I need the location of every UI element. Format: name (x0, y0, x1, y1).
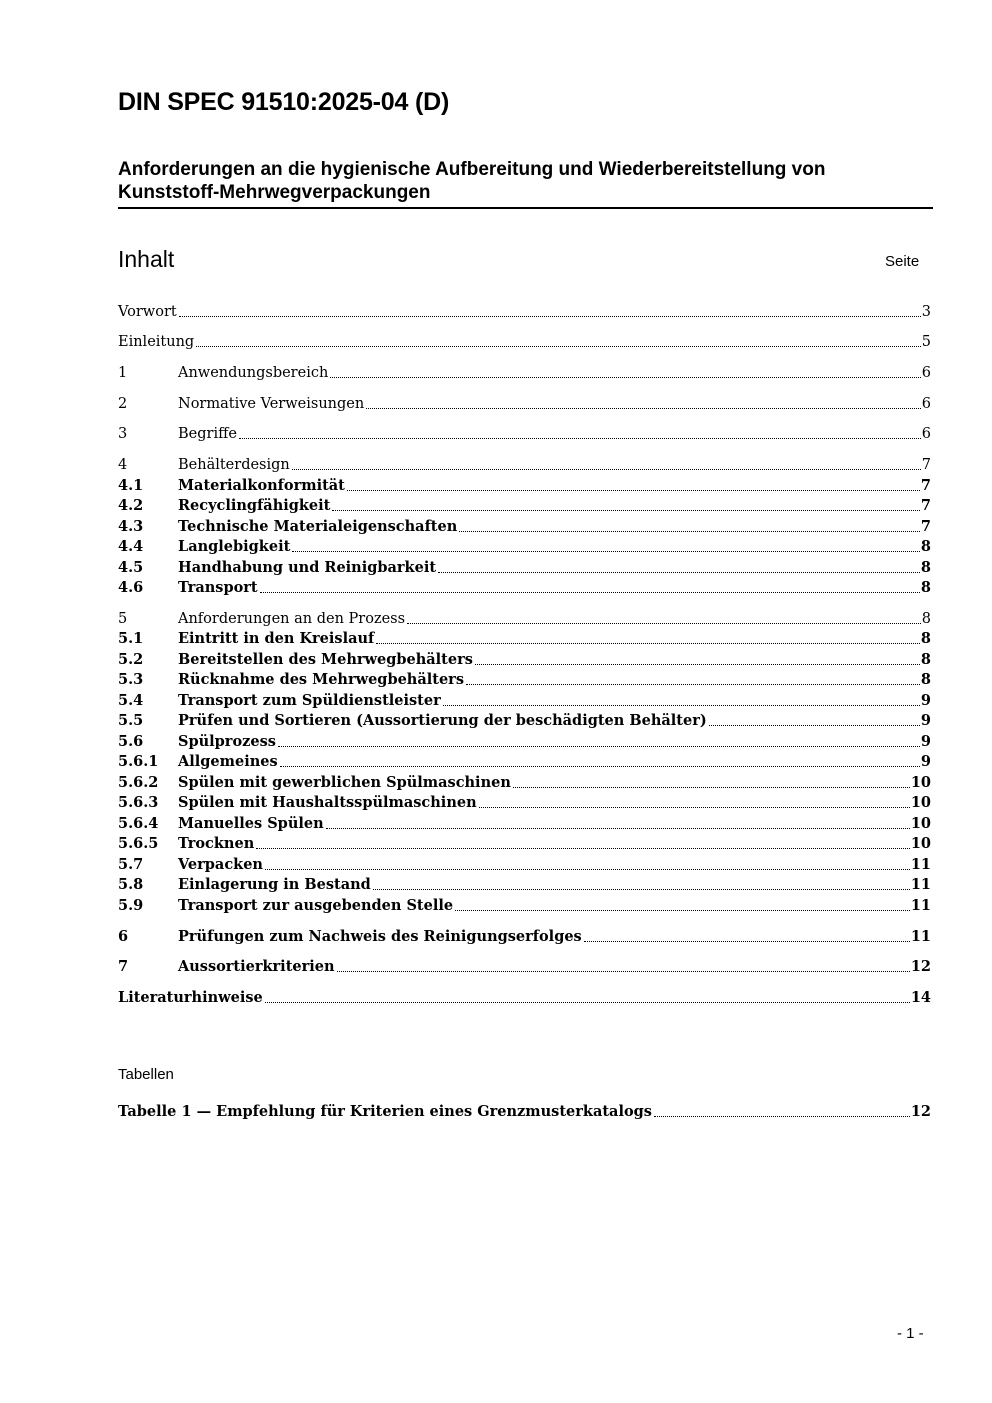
toc-entry-label: Einlagerung in Bestand (178, 876, 371, 893)
toc-entry-label: Behälterdesign (178, 457, 290, 473)
toc-entry-label: Vorwort (118, 304, 177, 320)
toc-entry-label: Allgemeines (178, 753, 278, 770)
table-entry-page: 12 (910, 1103, 931, 1120)
toc-entry-number: 5.8 (118, 876, 144, 893)
toc-leader-dots (347, 490, 920, 491)
toc-entry-2[interactable] (118, 394, 931, 414)
toc-entry-number: 3 (118, 426, 128, 442)
toc-leader-dots (292, 551, 920, 552)
toc-entry-page: 7 (920, 518, 931, 535)
toc-leader-dots (260, 592, 920, 593)
toc-entry-number: 7 (118, 958, 129, 975)
toc-entry-page: 10 (910, 835, 931, 852)
toc-leader-dots (239, 438, 921, 439)
toc-entry-page: 9 (920, 733, 931, 750)
toc-leader-dots (326, 828, 910, 829)
toc-entry-4-1[interactable] (118, 476, 931, 496)
toc-entry-label: Transport (178, 579, 258, 596)
toc-entry-number: 5.6.2 (118, 774, 159, 791)
toc-entry-number: 5.6.4 (118, 815, 159, 832)
toc-entry-5-6-1[interactable] (118, 752, 931, 772)
toc-leader-dots (475, 664, 920, 665)
toc-leader-dots (443, 705, 920, 706)
page-number: - 1 - (897, 1325, 924, 1342)
toc-leader-dots (373, 889, 910, 890)
toc-entry-4[interactable] (118, 455, 931, 475)
toc-leader-dots (179, 316, 921, 317)
toc-entry-3[interactable] (118, 424, 931, 444)
toc-leader-dots (366, 408, 921, 409)
toc-leader-dots (265, 1002, 910, 1003)
toc-entry-page: 8 (921, 611, 931, 627)
toc-entry-7[interactable] (118, 957, 931, 977)
toc-entry-einleitung[interactable] (118, 332, 931, 352)
table-list-entry[interactable] (118, 1102, 931, 1122)
toc-entry-5-6-2[interactable] (118, 773, 931, 793)
toc-entry-page: 3 (921, 304, 931, 320)
toc-entry-label: Anwendungsbereich (178, 365, 329, 381)
toc-entry-4-2[interactable] (118, 496, 931, 516)
toc-entry-5-4[interactable] (118, 691, 931, 711)
toc-leader-dots (330, 377, 920, 378)
document-subtitle (118, 158, 933, 209)
toc-entry-label: Transport zur ausgebenden Stelle (178, 897, 454, 914)
toc-entry-label: Prüfungen zum Nachweis des Reinigungserfolges (178, 928, 582, 945)
toc-entry-page: 10 (910, 794, 931, 811)
toc-entry-number: 5.6.1 (118, 753, 159, 770)
toc-entry-5-6-5[interactable] (118, 834, 931, 854)
toc-entry-label: Eintritt in den Kreislauf (178, 630, 375, 647)
toc-entry-5-6-4[interactable] (118, 814, 931, 834)
toc-entry-label: Spülen mit gewerblichen Spülmaschinen (178, 774, 511, 791)
toc-entry-label: Einleitung (118, 334, 195, 350)
toc-entry-4-4[interactable] (118, 537, 931, 557)
toc-entry-label: Verpacken (178, 856, 263, 873)
toc-entry-label: Technische Materialeigenschaften (178, 518, 458, 535)
toc-page-heading: Seite (885, 253, 920, 270)
toc-leader-dots (278, 746, 920, 747)
toc-entry-number: 5.6.3 (118, 794, 159, 811)
toc-entry-page: 6 (921, 426, 931, 442)
toc-leader-dots (709, 725, 920, 726)
toc-entry-page: 5 (921, 334, 931, 350)
toc-entry-label: Handhabung und Reinigbarkeit (178, 559, 437, 576)
toc-entry-number: 4.6 (118, 579, 144, 596)
toc-entry-literaturhinweise[interactable] (118, 988, 931, 1008)
toc-entry-5-8[interactable] (118, 875, 931, 895)
toc-entry-page: 11 (910, 928, 931, 945)
tables-heading: Tabellen (118, 1066, 174, 1083)
toc-entry-label: Anforderungen an den Prozess (178, 611, 406, 627)
toc-entry-number: 5.4 (118, 692, 144, 709)
toc-entry-label: Spülprozess (178, 733, 276, 750)
toc-leader-dots (256, 848, 910, 849)
toc-entry-page: 9 (920, 712, 931, 729)
toc-leader-dots (280, 766, 920, 767)
toc-entry-page: 14 (910, 989, 931, 1006)
toc-entry-number: 1 (118, 365, 128, 381)
toc-entry-label: Normative Verweisungen (178, 396, 365, 412)
toc-entry-label: Recyclingfähigkeit (178, 497, 331, 514)
toc-entry-page: 6 (921, 396, 931, 412)
toc-entry-label: Bereitstellen des Mehrwegbehälters (178, 651, 473, 668)
toc-leader-dots (376, 643, 920, 644)
toc-entry-page: 10 (910, 774, 931, 791)
toc-entry-number: 5.3 (118, 671, 144, 688)
toc-entry-4-6[interactable] (118, 578, 931, 598)
toc-entry-page: 8 (920, 630, 931, 647)
toc-entry-4-5[interactable] (118, 558, 931, 578)
toc-entry-number: 5.7 (118, 856, 144, 873)
document-title: DIN SPEC 91510:2025-04 (D) (118, 88, 450, 116)
toc-entry-5-9[interactable] (118, 896, 931, 916)
subtitle-line-2: Kunststoff-Mehrwegverpackungen (118, 182, 431, 203)
toc-entry-page: 8 (920, 559, 931, 576)
toc-entry-label: Transport zum Spüldienstleister (178, 692, 441, 709)
toc-entry-label: Manuelles Spülen (178, 815, 324, 832)
toc-entry-6[interactable] (118, 927, 931, 947)
toc-entry-5-1[interactable] (118, 629, 931, 649)
subtitle-line-1: Anforderungen an die hygienische Aufbereitung und Wiederbereitstellung von (118, 159, 826, 180)
toc-entry-page: 9 (920, 692, 931, 709)
toc-entry-page: 6 (921, 365, 931, 381)
toc-leader-dots (438, 572, 920, 573)
toc-entry-number: 5.2 (118, 651, 144, 668)
toc-entry-page: 12 (910, 958, 931, 975)
toc-entry-vorwort[interactable] (118, 302, 931, 322)
toc-leader-dots (265, 869, 910, 870)
toc-entry-number: 2 (118, 396, 128, 412)
toc-entry-label: Trocknen (178, 835, 255, 852)
toc-leader-dots (332, 510, 920, 511)
toc-entry-page: 11 (910, 876, 931, 893)
toc-entry-number: 4 (118, 457, 128, 473)
toc-entry-number: 4.2 (118, 497, 144, 514)
toc-heading: Inhalt (118, 246, 175, 272)
toc-leader-dots (466, 684, 920, 685)
toc-entry-number: 5.6 (118, 733, 144, 750)
toc-leader-dots (337, 971, 910, 972)
toc-entry-number: 4.5 (118, 559, 144, 576)
toc-entry-5-3[interactable] (118, 670, 931, 690)
toc-entry-page: 7 (921, 457, 931, 473)
toc-entry-number: 4.3 (118, 518, 144, 535)
toc-leader-dots (407, 623, 921, 624)
toc-entry-number: 5.9 (118, 897, 144, 914)
toc-entry-5-2[interactable] (118, 650, 931, 670)
toc-leader-dots (459, 531, 920, 532)
toc-leader-dots (654, 1116, 910, 1117)
toc-entry-page: 8 (920, 671, 931, 688)
toc-entry-number: 5.1 (118, 630, 144, 647)
toc-entry-5-6-3[interactable] (118, 793, 931, 813)
toc-entry-number: 4.1 (118, 477, 144, 494)
toc-entry-label: Rücknahme des Mehrwegbehälters (178, 671, 464, 688)
toc-entry-page: 8 (920, 579, 931, 596)
toc-entry-page: 7 (920, 477, 931, 494)
toc-entry-label: Spülen mit Haushaltsspülmaschinen (178, 794, 477, 811)
toc-entry-5[interactable] (118, 609, 931, 629)
toc-entry-label: Prüfen und Sortieren (Aussortierung der beschädigten Behälter) (178, 712, 707, 729)
toc-leader-dots (292, 469, 921, 470)
toc-entry-number: 5.6.5 (118, 835, 159, 852)
toc-entry-5-6[interactable] (118, 732, 931, 752)
toc-leader-dots (479, 807, 910, 808)
toc-entry-page: 10 (910, 815, 931, 832)
toc-entry-4-3[interactable] (118, 517, 931, 537)
toc-entry-page: 11 (910, 856, 931, 873)
toc-entry-label: Literaturhinweise (118, 989, 263, 1006)
toc-entry-number: 5 (118, 611, 128, 627)
toc-leader-dots (584, 941, 910, 942)
toc-leader-dots (455, 910, 910, 911)
toc-entry-number: 4.4 (118, 538, 144, 555)
toc-entry-label: Langlebigkeit (178, 538, 291, 555)
toc-entry-page: 7 (920, 497, 931, 514)
toc-entry-5-7[interactable] (118, 855, 931, 875)
toc-leader-dots (513, 787, 910, 788)
toc-entry-label: Aussortierkriterien (178, 958, 335, 975)
toc-entry-label: Materialkonformität (178, 477, 345, 494)
toc-entry-label: Begriffe (178, 426, 237, 442)
toc-entry-5-5[interactable] (118, 711, 931, 731)
toc-entry-page: 8 (920, 538, 931, 555)
toc-entry-number: 5.5 (118, 712, 144, 729)
toc-leader-dots (196, 346, 921, 347)
toc-entry-page: 9 (920, 753, 931, 770)
toc-entry-number: 6 (118, 928, 129, 945)
toc-entry-1[interactable] (118, 363, 931, 383)
toc-entry-page: 11 (910, 897, 931, 914)
table-entry-label: Tabelle 1 — Empfehlung für Kriterien eines Grenzmusterkatalogs (118, 1103, 652, 1120)
toc-entry-page: 8 (920, 651, 931, 668)
